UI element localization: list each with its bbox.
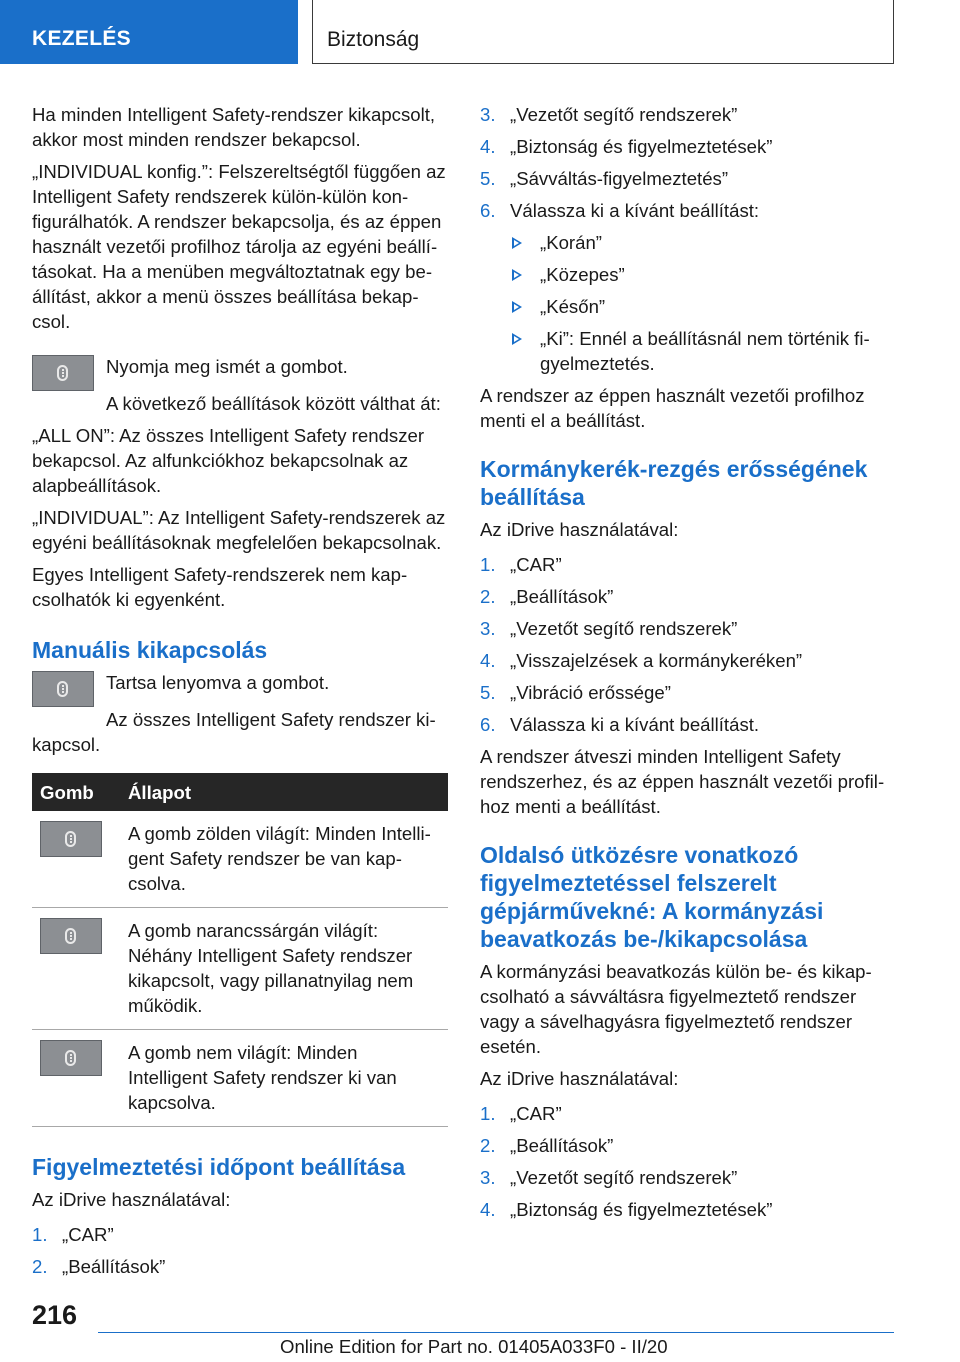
table-row: [32, 1030, 448, 1127]
instruction-text: A következő beállítások között válthat át:: [106, 393, 441, 414]
paragraph: A rendszer átveszi minden Intelligent Safety rendszerhez, és az éppen használt vezetői profilhoz menti a beállítást.: [480, 746, 885, 817]
steps-list: [32, 1222, 448, 1279]
list-item: 1. „CAR”: [480, 1103, 562, 1124]
paragraph: Egyes Intelligent Safety-rendszerek nem kapcsolhatók ki egyenként.: [32, 564, 408, 610]
section-tab: [0, 0, 298, 64]
section-title: KEZELÉS: [32, 27, 131, 50]
page-number: 216: [32, 1300, 78, 1330]
subsection-title: Biztonság: [327, 28, 420, 51]
table-row: [32, 908, 448, 1030]
triangle-bullet-icon: [512, 269, 522, 281]
paragraph: Az iDrive használatával:: [480, 519, 679, 540]
safety-button-icon: [40, 821, 102, 857]
edition-note: Online Edition for Part no. 01405A033F0 - II/20: [280, 1336, 668, 1357]
option-list: [480, 230, 896, 376]
option-item: „Közepes”: [480, 262, 896, 287]
heading-warning-time: Figyelmeztetési időpont beállítása: [32, 1154, 406, 1180]
option-item: „Későn”: [480, 294, 896, 319]
list-item: 1. „CAR”: [480, 554, 562, 575]
heading-side-collision: Oldalsó ütközésre vonatkozó figyelmeztetéssel felszerelt gépjárművekné: A kormányzási beavatkozás be-/kikapcsolása: [480, 842, 824, 952]
footer-divider: [98, 1332, 894, 1333]
paragraph: A kormányzási beavatkozás külön be- és kikapcsolható a sávváltásra figyelmeztető rendszer vagy a sávelhagyásra figyelmeztető rendszer esetén.: [480, 961, 872, 1057]
button-instruction: [32, 670, 448, 707]
safety-button-icon: [40, 1040, 102, 1076]
table-header-state: Állapot: [120, 773, 448, 811]
button-status-table: [32, 773, 448, 1127]
right-column: [480, 102, 896, 1229]
button-instruction: [32, 354, 448, 391]
list-item: 3. „Vezetőt segítő rendszerek”: [480, 104, 738, 125]
list-item: 5. „Sávváltás-figyelmeztetés”: [480, 168, 729, 189]
list-item: 1. „CAR”: [32, 1224, 114, 1245]
triangle-bullet-icon: [512, 301, 522, 313]
paragraph: Az iDrive használatával:: [32, 1189, 231, 1210]
list-item: 4. „Biztonság és figyelmeztetések”: [480, 1199, 773, 1220]
paragraph: „ALL ON”: Az összes Intelligent Safety rendszer bekapcsol. Az alfunkciókhoz bekapcsolnak az alapbeállítások.: [32, 425, 425, 496]
heading-manual-off: Manuális kikapcsolás: [32, 637, 268, 663]
paragraph: A rendszer az éppen használt vezetői profilhoz menti el a beállítást.: [480, 385, 865, 431]
steps-list: [480, 102, 896, 223]
table-header-button: Gomb: [32, 773, 120, 811]
table-cell-state: A gomb nem világít: Minden Intelligent Safety rendszer ki van kapcsolva.: [120, 1030, 448, 1127]
paragraph: „INDIVIDUAL konfig.”: Felszereltségtől függően az Intelligent Safety rendszerek külön-külön konfigurálhatók. A rendszer bekapcsolja, és az éppen használt vezetői profilhoz tárolja az egyéni beállításokat. Ha a menüben megváltoztatnak egy beállítást, akkor a menü összes beállítása bekapcsol.: [32, 161, 446, 332]
subsection-box: [312, 0, 894, 64]
triangle-bullet-icon: [512, 237, 522, 249]
list-item: 2. „Beállítások”: [480, 1135, 614, 1156]
paragraph: „INDIVIDUAL”: Az Intelligent Safety-rendszerek az egyéni beállításoknak megfelelően bekapcsolnak.: [32, 507, 446, 553]
heading-vibration: Kormánykerék-rezgés erősségének beállítása: [480, 456, 868, 510]
safety-button-icon: [32, 671, 94, 707]
list-item: 6. Válassza ki a kívánt beállítást.: [480, 714, 760, 735]
instruction-text: Nyomja meg ismét a gombot.: [106, 356, 348, 377]
safety-button-icon: [40, 918, 102, 954]
steps-list: [480, 552, 896, 737]
list-item: 4. „Biztonság és figyelmeztetések”: [480, 136, 773, 157]
instruction-text: Tartsa lenyomva a gombot.: [106, 672, 330, 693]
list-item: 2. „Beállítások”: [32, 1256, 166, 1277]
safety-button-icon: [32, 355, 94, 391]
paragraph: Ha minden Intelligent Safety-rendszer kikapcsolt, akkor most minden rendszer bekapcsol.: [32, 104, 436, 150]
list-item: 4. „Visszajelzések a kormánykeréken”: [480, 650, 803, 671]
option-item: „Korán”: [480, 230, 896, 255]
list-item: 2. „Beállítások”: [480, 586, 614, 607]
table-cell-state: A gomb narancssárgán világít: Néhány Intelligent Safety rendszer kikapcsolt, vagy pillanatnyilag nem működik.: [120, 908, 448, 1030]
list-item: 3. „Vezetőt segítő rendszerek”: [480, 1167, 738, 1188]
steps-list: [480, 1101, 896, 1222]
list-item: 3. „Vezetőt segítő rendszerek”: [480, 618, 738, 639]
table-cell-state: A gomb zölden világít: Minden Intelligent Safety rendszer be van kapcsolva.: [120, 811, 448, 908]
list-item: 5. „Vibráció erőssége”: [480, 682, 671, 703]
table-row: [32, 811, 448, 908]
list-item: 6. Válassza ki a kívánt beállítást:: [480, 200, 760, 221]
triangle-bullet-icon: [512, 333, 522, 345]
instruction-text: Az összes Intelligent Safety rendszer kikapcsol.: [32, 709, 436, 755]
paragraph: Az iDrive használatával:: [480, 1068, 679, 1089]
left-column: [32, 102, 448, 1286]
option-item: „Ki”: Ennél a beállításnál nem történik figyelmeztetés.: [480, 326, 896, 376]
